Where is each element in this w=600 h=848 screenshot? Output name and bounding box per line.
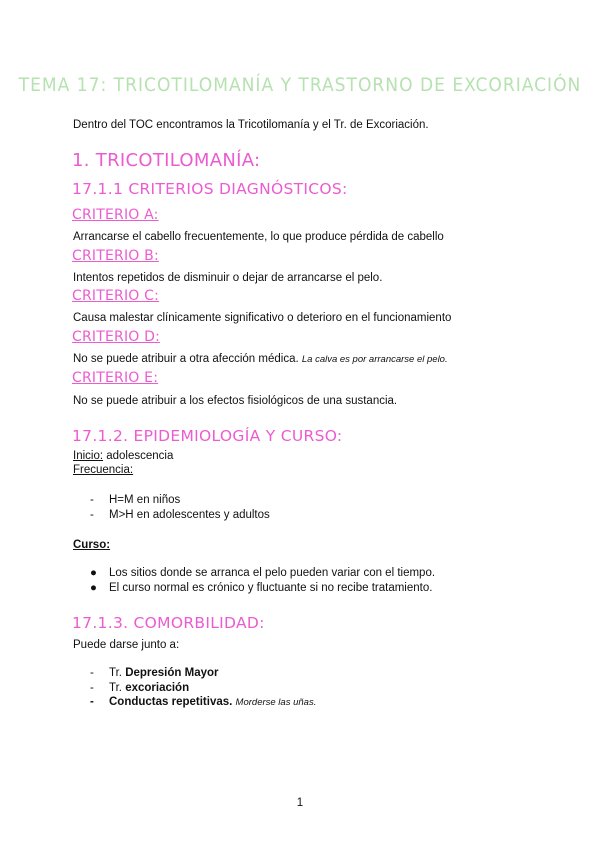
comorbilidad-intro: Puede darse junto a: xyxy=(73,639,180,651)
inicio-value: adolescencia xyxy=(103,450,174,462)
dot-bullet: ● xyxy=(90,567,97,579)
criterion-d-text: No se puede atribuir a otra afección médica. xyxy=(73,353,299,365)
subsection-heading-epidemiologia: 17.1.2. EPIDEMIOLOGÍA Y CURSO: xyxy=(72,427,343,445)
criterion-e-label: CRITERIO E: xyxy=(72,370,159,386)
dash-bullet: - xyxy=(90,494,94,506)
comorbilidad-bold: excoriación xyxy=(125,682,190,694)
comorbilidad-note: Morderse las uñas. xyxy=(235,697,317,708)
inicio-label: Inicio: xyxy=(73,450,104,462)
frecuencia-item: M>H en adolescentes y adultos xyxy=(109,509,270,521)
comorbilidad-item xyxy=(109,696,316,708)
comorbilidad-bold: Conductas repetitivas. xyxy=(109,696,233,708)
dash-bullet: - xyxy=(90,509,94,521)
subsection-heading-comorbilidad: 17.1.3. COMORBILIDAD: xyxy=(72,614,265,632)
criterion-c-text: Causa malestar clínicamente significativo o deterioro en el funcionamiento xyxy=(73,312,452,324)
comorbilidad-item xyxy=(109,667,219,679)
document-title: TEMA 17: TRICOTILOMANÍA Y TRASTORNO DE EXCORIACIÓN xyxy=(18,74,582,96)
dash-bullet: - xyxy=(90,682,94,694)
page-number: 1 xyxy=(296,797,304,809)
inicio-line xyxy=(73,450,173,462)
dash-bullet: - xyxy=(90,696,94,708)
criterion-d-label: CRITERIO D: xyxy=(72,329,161,345)
criterion-a-text: Arrancarse el cabello frecuentemente, lo que produce pérdida de cabello xyxy=(73,231,444,243)
criterion-a-label: CRITERIO A: xyxy=(72,207,159,223)
comorbilidad-prefix: Tr. xyxy=(109,667,126,679)
intro-paragraph: Dentro del TOC encontramos la Tricotilomanía y el Tr. de Excoriación. xyxy=(73,119,429,131)
dash-bullet: - xyxy=(90,667,94,679)
criterion-e-text: No se puede atribuir a los efectos fisiológicos de una sustancia. xyxy=(73,395,398,407)
section-heading-tricotilomania: 1. TRICOTILOMANÍA: xyxy=(72,150,261,171)
subsection-heading-criterios: 17.1.1 CRITERIOS DIAGNÓSTICOS: xyxy=(72,180,348,198)
frecuencia-item: H=M en niños xyxy=(109,494,181,506)
curso-item: Los sitios donde se arranca el pelo pueden variar con el tiempo. xyxy=(109,567,436,579)
criterion-d-line xyxy=(73,353,448,365)
comorbilidad-bold: Depresión Mayor xyxy=(125,667,219,679)
frecuencia-label: Frecuencia: xyxy=(73,464,134,476)
criterion-c-label: CRITERIO C: xyxy=(72,288,160,304)
comorbilidad-prefix: Tr. xyxy=(109,682,126,694)
curso-label: Curso: xyxy=(73,539,111,551)
criterion-b-label: CRITERIO B: xyxy=(72,248,159,264)
criterion-d-note: La calva es por arrancarse el pelo. xyxy=(301,354,448,365)
criterion-b-text: Intentos repetidos de disminuir o dejar de arrancarse el pelo. xyxy=(73,272,383,284)
dot-bullet: ● xyxy=(90,582,97,594)
curso-item: El curso normal es crónico y fluctuante si no recibe tratamiento. xyxy=(109,582,433,594)
comorbilidad-item xyxy=(109,682,189,694)
